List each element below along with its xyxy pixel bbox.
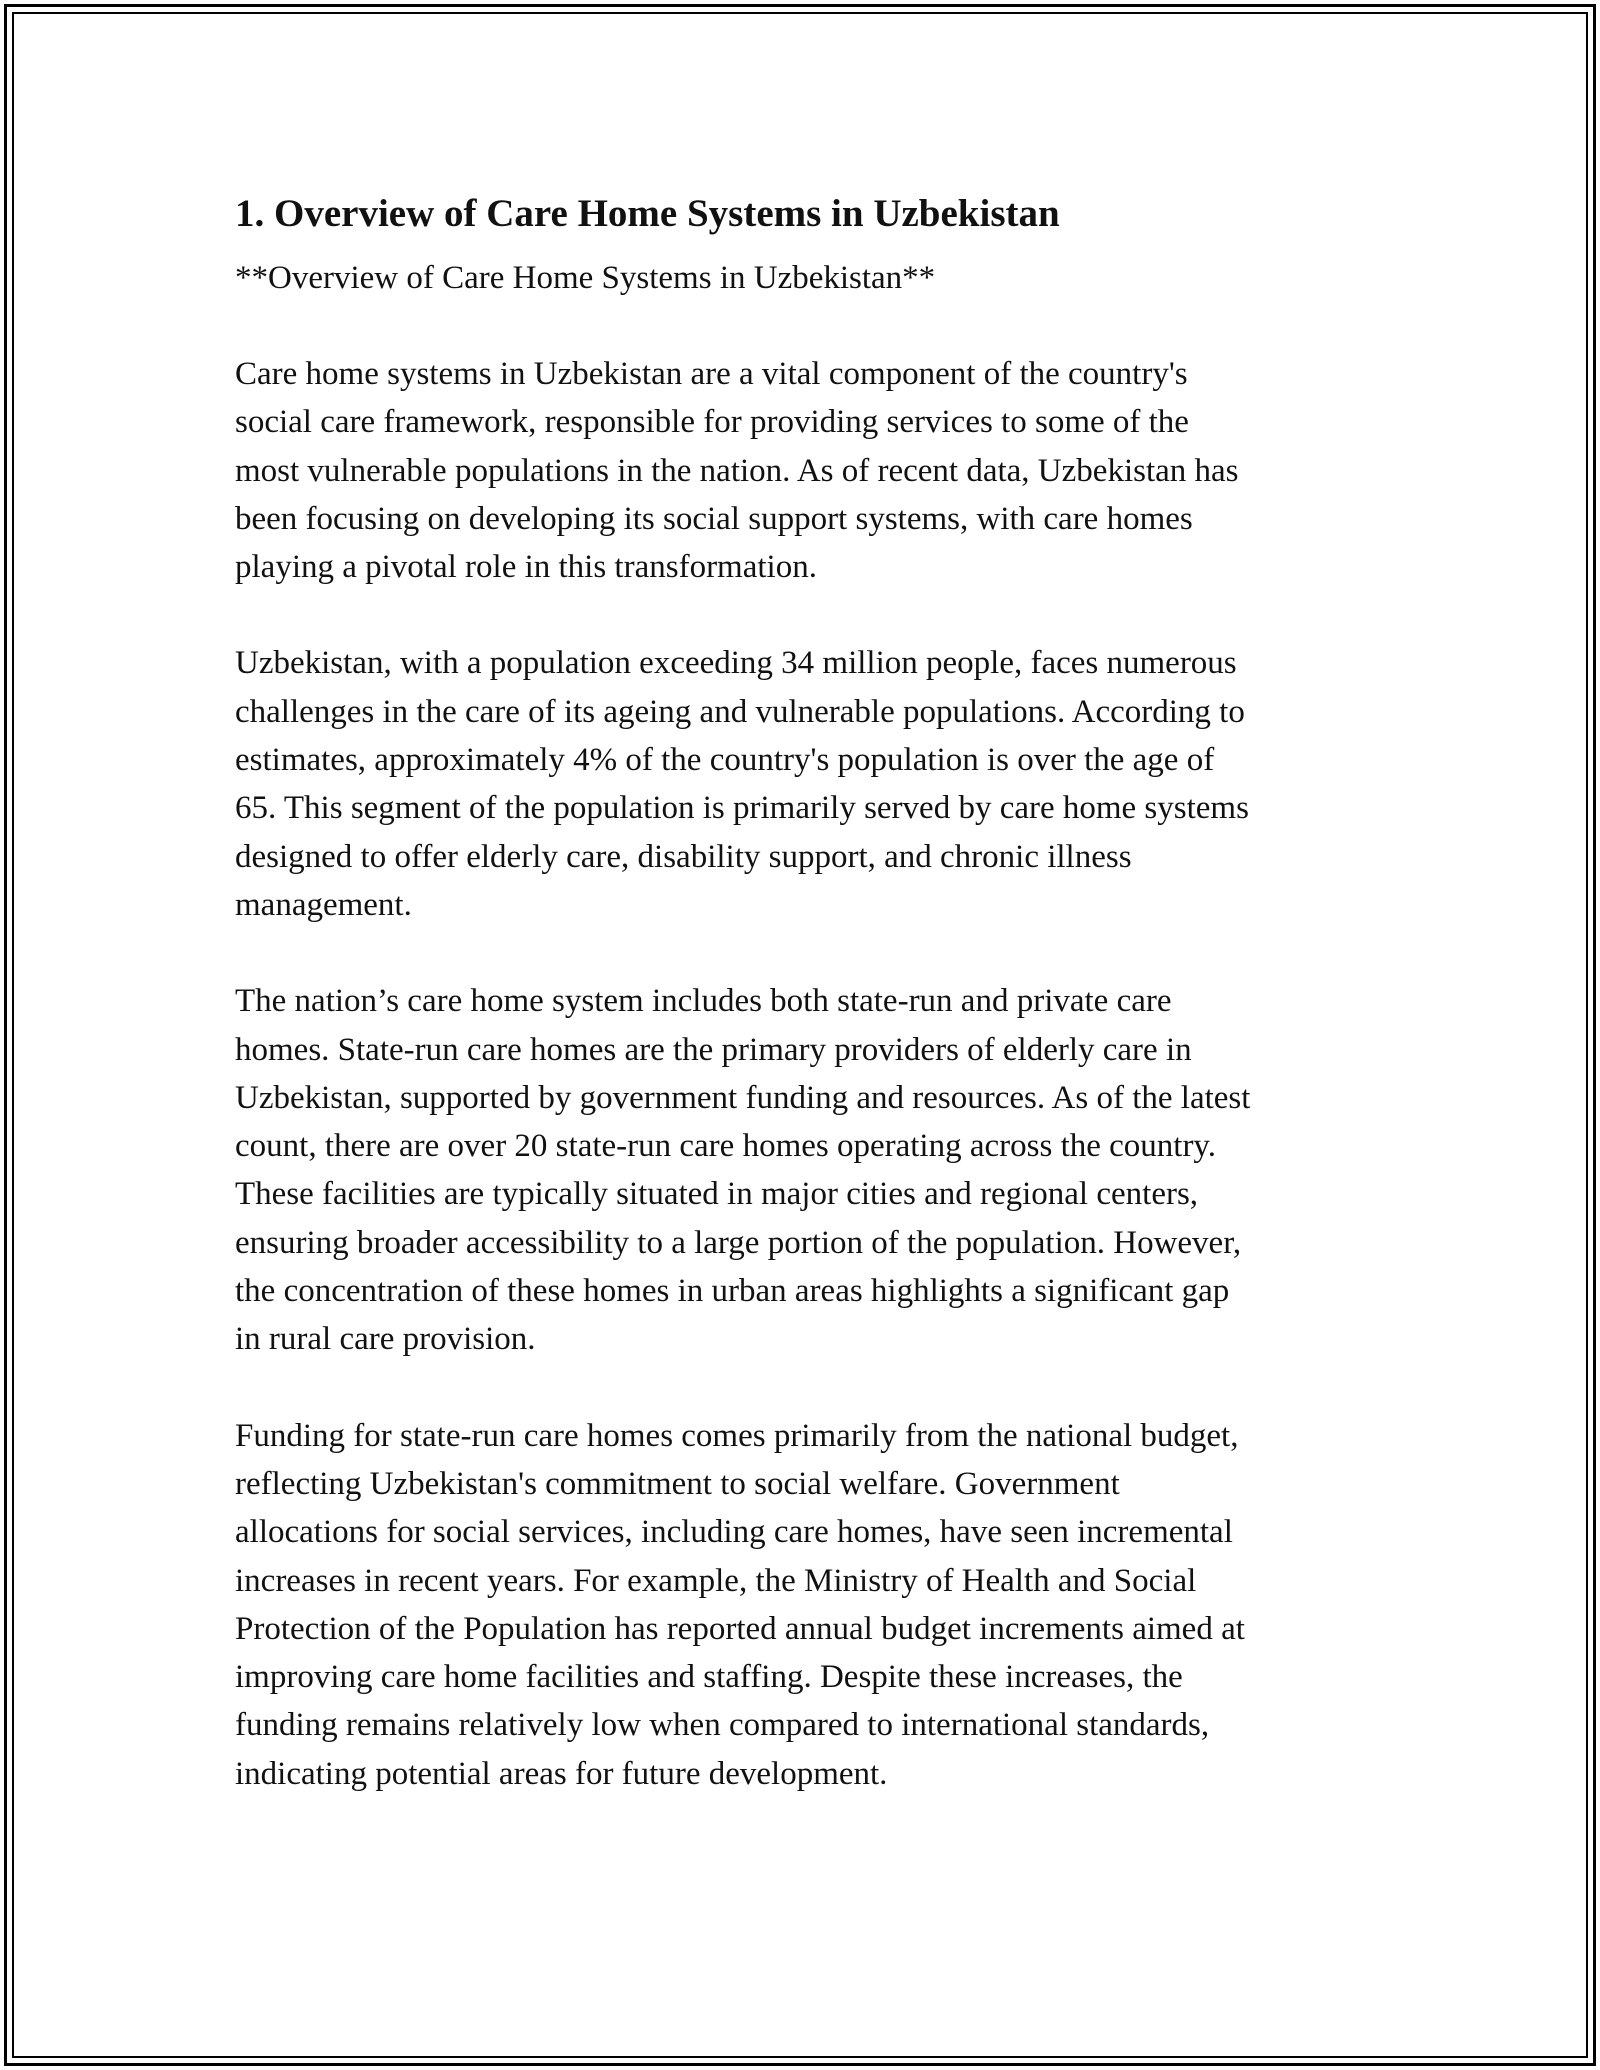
paragraph-1: Care home systems in Uzbekistan are a vital component of the country's social care framework, responsible for providing services to some of the most vulnerable populations in the nation. As of recent data, Uzbekistan has been focusing on developing its social support systems, with care homes playing a pivotal role in this transformation. <box>235 356 1239 586</box>
document-body <box>235 186 1375 1798</box>
section-subheading: **Overview of Care Home Systems in Uzbekistan** <box>235 260 936 296</box>
paragraph-2: Uzbekistan, with a population exceeding 34 million people, faces numerous challenges in the care of its ageing and vulnerable populations. According to estimates, approximately 4% of the country's population is over the age of 65. This segment of the population is primarily served by care home systems designed to offer elderly care, disability support, and chronic illness management. <box>235 645 1249 923</box>
paragraph-4: Funding for state-run care homes comes primarily from the national budget, reflecting Uzbekistan's commitment to social welfare. Government allocations for social services, including care homes, have seen incremental increases in recent years. For example, the Ministry of Health and Social Protection of the Population has reported annual budget increments aimed at improving care home facilities and staffing. Despite these increases, the funding remains relatively low when compared to international standards, indicating potential areas for future development. <box>235 1417 1245 1792</box>
section-heading: 1. Overview of Care Home Systems in Uzbekistan <box>235 192 1060 235</box>
paragraph-3: The nation’s care home system includes both state-run and private care homes. State-run care homes are the primary providers of elderly care in Uzbekistan, supported by government funding and resources. As of the latest count, there are over 20 state-run care homes operating across the country. These facilities are typically situated in major cities and regional centers, ensuring broader accessibility to a large portion of the population. However, the concentration of these homes in urban areas highlights a significant gap in rural care provision. <box>235 983 1251 1358</box>
